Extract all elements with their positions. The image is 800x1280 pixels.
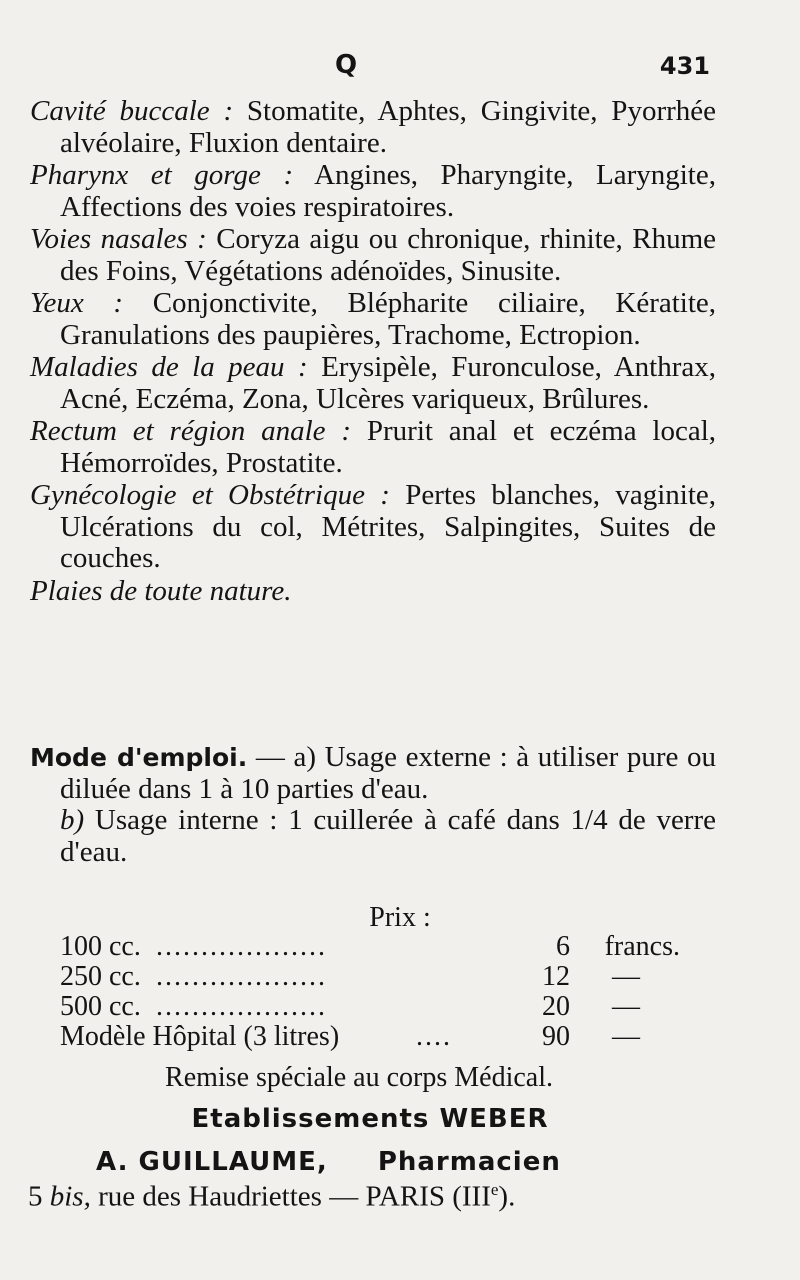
price-row (60, 992, 680, 1022)
indication-text: Erysipèle, Furonculose, Anthrax, Acné, Eczéma, Zona, Ulcères variqueux, Brûlures. (60, 351, 716, 415)
indication-entry (30, 416, 716, 479)
price-row (60, 962, 680, 992)
pharmacien-title: Pharmacien (377, 1147, 561, 1177)
indication-entry (30, 224, 716, 287)
indication-category: Voies nasales : (30, 223, 207, 255)
price-label: Modèle Hôpital (3 litres) (60, 1021, 340, 1052)
indication-text: Prurit anal et eczéma local, Hémorroïdes, Prostatite. (60, 415, 717, 479)
price-dots: ................... (156, 991, 327, 1022)
price-dots: .... (416, 1021, 452, 1052)
price-unit: francs. (604, 931, 680, 962)
price-unit: — (612, 991, 640, 1022)
price-dots: ................... (156, 931, 327, 962)
indication-text: Angines, Pharyngite, Laryngite, Affections des voies respiratoires. (60, 159, 716, 223)
indications-list (30, 96, 716, 607)
price-value: 90 (542, 1021, 570, 1052)
usage-externe-text: — a) Usage externe : à utiliser pure ou diluée dans 1 à 10 parties d'eau. (60, 741, 716, 805)
address-bis: bis, (49, 1180, 91, 1213)
mode-emploi-b (30, 805, 716, 868)
indication-category: Pharynx et gorge : (30, 159, 294, 191)
price-row (60, 1022, 680, 1052)
mode-emploi-label: Mode d'emploi. (30, 743, 248, 772)
address-street: rue des Haudriettes — PARIS (III (98, 1180, 491, 1213)
address-superscript: e (490, 1180, 499, 1199)
etablissement-name: Etablissements WEBER (191, 1104, 549, 1134)
pharmacien-name: A. GUILLAUME, (96, 1147, 328, 1177)
indication-category: Maladies de la peau : (30, 351, 308, 383)
mode-emploi-a (30, 742, 716, 805)
remise-note: Remise spéciale au corps Médical. (165, 1062, 553, 1093)
indication-entry (30, 288, 716, 351)
price-label: 250 cc. (60, 961, 141, 992)
pharmacien-line (96, 1147, 656, 1177)
page-number: 431 (659, 52, 710, 80)
signature-mark: Q (335, 50, 358, 80)
address-line (28, 1180, 728, 1214)
price-label: 500 cc. (60, 991, 141, 1022)
running-header (0, 50, 800, 90)
usage-interne-text: Usage interne : 1 cuillerée à café dans 1/4 de verre d'eau. (60, 804, 716, 868)
plaies-line: Plaies de toute nature. (30, 574, 292, 607)
price-table (60, 932, 680, 1052)
address-number: 5 (28, 1180, 43, 1213)
indication-text: Pertes blanches, vaginite, Ulcérations du col, Métrites, Salpingites, Suites de couches. (60, 479, 716, 574)
indication-category: Gynécologie et Obstétrique : (30, 479, 390, 511)
indication-category: Cavité buccale : (30, 95, 234, 127)
indication-entry (30, 160, 716, 223)
indication-category: Rectum et région anale : (30, 415, 352, 447)
price-value: 20 (542, 991, 570, 1022)
price-value: 6 (556, 931, 570, 962)
indication-entry (30, 96, 716, 159)
price-unit: — (612, 1021, 640, 1052)
mode-emploi (30, 742, 716, 868)
usage-b-letter: b) (60, 804, 85, 836)
price-unit: — (612, 961, 640, 992)
indication-text: Coryza aigu ou chronique, rhinite, Rhume des Foins, Végétations adénoïdes, Sinusite. (60, 223, 717, 287)
indication-entry (30, 352, 716, 415)
address-end: ). (498, 1180, 516, 1213)
indication-category: Yeux : (30, 287, 124, 319)
indication-text: Conjonctivite, Blépharite ciliaire, Kératite, Granulations des paupières, Trachome, Ectropion. (60, 287, 717, 351)
price-dots: ................... (156, 961, 327, 992)
indication-entry (30, 480, 716, 575)
indication-text: Stomatite, Aphtes, Gingivite, Pyorrhée alvéolaire, Fluxion dentaire. (60, 95, 716, 159)
price-label: 100 cc. (60, 931, 141, 962)
price-row (60, 932, 680, 962)
prix-title: Prix : (369, 902, 431, 933)
price-value: 12 (542, 961, 570, 992)
